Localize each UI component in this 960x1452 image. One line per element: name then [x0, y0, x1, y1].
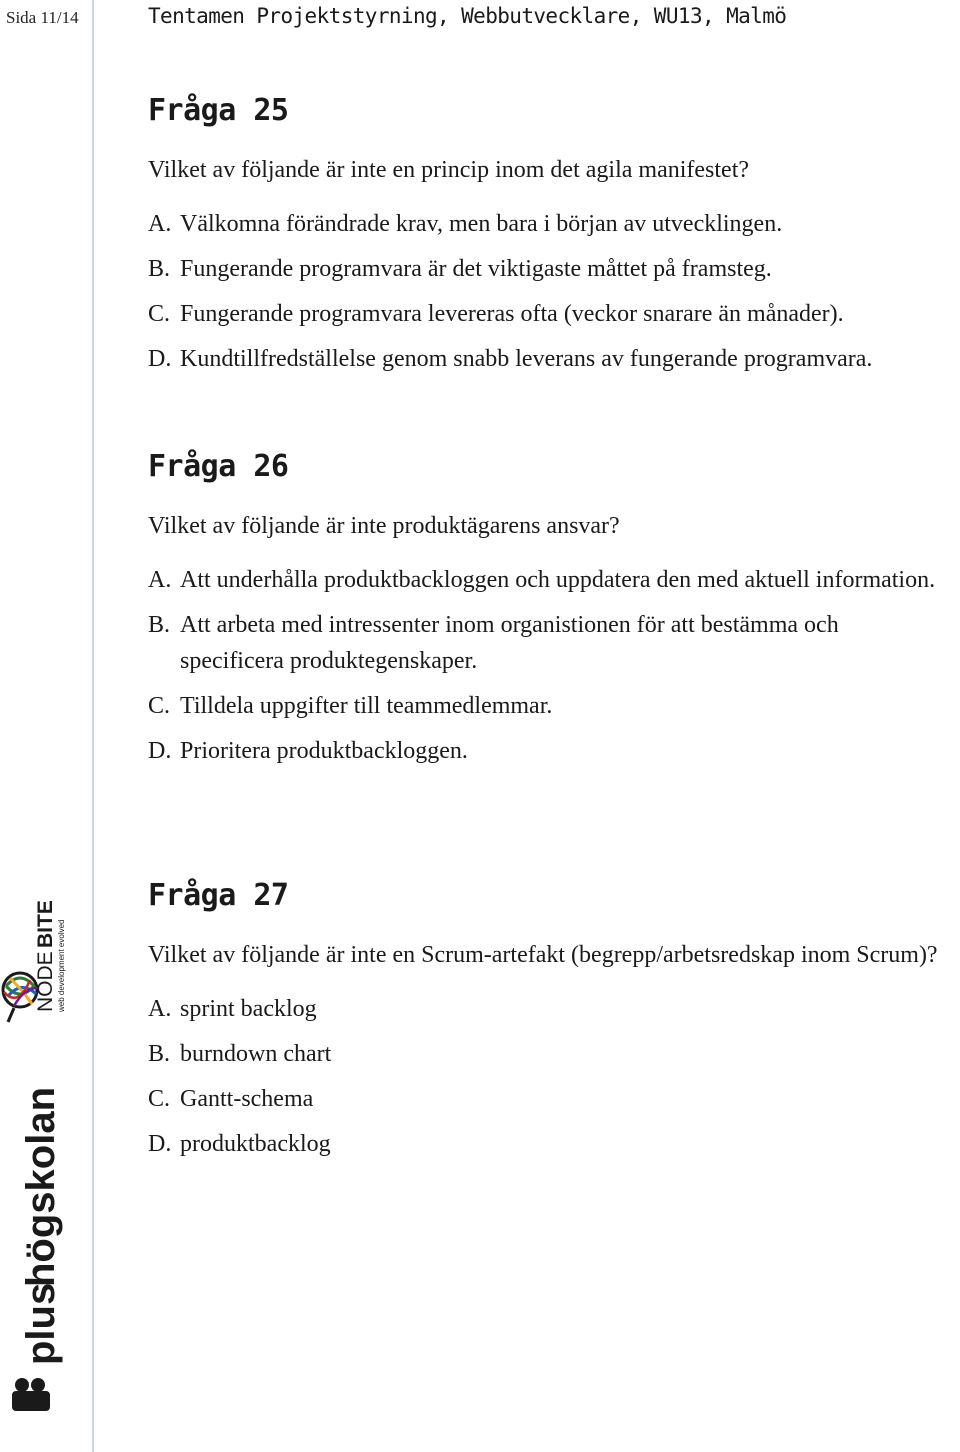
- answer-option-d: [148, 1126, 948, 1162]
- answer-option-b: [148, 251, 948, 287]
- answer-option-b: [148, 1036, 948, 1072]
- option-letter: B.: [148, 612, 171, 638]
- answer-option-a: [148, 206, 948, 242]
- option-letter: D.: [148, 1131, 172, 1157]
- nodebite-emblem-icon: [3, 973, 38, 1022]
- option-text: Prioritera produktbackloggen.: [180, 738, 468, 764]
- nodebite-tagline: web development evolved: [57, 919, 66, 1012]
- answer-options: [148, 206, 948, 377]
- option-letter: A.: [148, 211, 172, 237]
- option-text: burndown chart: [180, 1041, 332, 1067]
- question-27: [148, 877, 948, 1171]
- nodebite-node-text: NODE: [34, 951, 57, 1012]
- answer-options: [148, 562, 948, 769]
- answer-option-d: [148, 341, 948, 377]
- option-text: Gantt-schema: [180, 1086, 314, 1112]
- option-text: Att arbeta med intressenter inom organistionen för att bestämma och specificera produktegenskaper.: [180, 612, 839, 674]
- option-letter: A.: [148, 567, 172, 593]
- option-letter: B.: [148, 1041, 171, 1067]
- plushogskolan-logo: [0, 1085, 92, 1415]
- exam-header: Tentamen Projektstyrning, Webbutvecklare, WU13, Malmö: [148, 4, 787, 28]
- option-letter: D.: [148, 738, 172, 764]
- answer-option-c: [148, 688, 948, 724]
- answer-option-c: [148, 296, 948, 332]
- option-text: Fungerande programvara är det viktigaste måttet på framsteg.: [180, 256, 772, 282]
- plushogskolan-emblem-icon: [12, 1378, 50, 1411]
- answer-option-a: [148, 562, 948, 598]
- answer-option-d: [148, 733, 948, 769]
- question-text: Vilket av följande är inte produktägarens ansvar?: [148, 513, 620, 539]
- question-text: Vilket av följande är inte en Scrum-artefakt (begrepp/arbetsredskap inom Scrum)?: [148, 942, 938, 968]
- page-number: Sida 11/14: [6, 8, 79, 27]
- plus-text: plus: [19, 1282, 63, 1365]
- option-text: Fungerande programvara levereras ofta (veckor snarare än månader).: [180, 301, 844, 327]
- option-text: Välkomna förändrade krav, men bara i början av utvecklingen.: [180, 211, 783, 237]
- question-25: [148, 92, 948, 386]
- answer-option-b: [148, 607, 948, 679]
- option-text: Tilldela uppgifter till teammedlemmar.: [180, 693, 553, 719]
- option-letter: D.: [148, 346, 172, 372]
- answer-options: [148, 991, 948, 1162]
- question-title: Fråga 27: [148, 878, 289, 913]
- question-text: Vilket av följande är inte en princip inom det agila manifestet?: [148, 157, 750, 183]
- nodebite-bite-text: BITE: [34, 900, 57, 948]
- hogskolan-text: högskolan: [19, 1086, 63, 1287]
- question-26: [148, 448, 948, 778]
- answer-option-a: [148, 991, 948, 1027]
- option-letter: C.: [148, 1086, 171, 1112]
- question-title: Fråga 25: [148, 93, 289, 128]
- answer-option-c: [148, 1081, 948, 1117]
- option-letter: C.: [148, 693, 171, 719]
- option-text: sprint backlog: [180, 996, 317, 1022]
- option-text: Att underhålla produktbackloggen och uppdatera den med aktuell information.: [180, 567, 936, 593]
- option-text: produktbacklog: [180, 1131, 331, 1157]
- option-letter: B.: [148, 256, 171, 282]
- question-title: Fråga 26: [148, 449, 289, 484]
- option-letter: C.: [148, 301, 171, 327]
- margin-rule: [92, 0, 94, 1452]
- option-text: Kundtillfredställelse genom snabb leverans av fungerande programvara.: [180, 346, 873, 372]
- nodebite-logo: [0, 862, 92, 1032]
- option-letter: A.: [148, 996, 172, 1022]
